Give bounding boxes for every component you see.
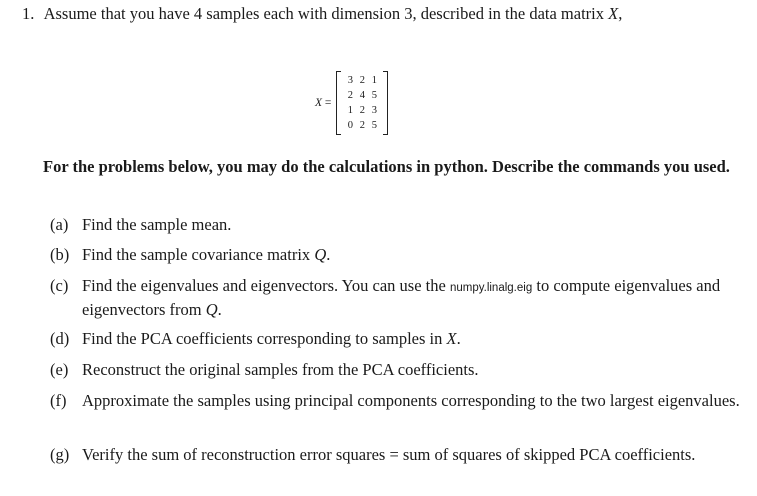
right-bracket — [383, 71, 388, 135]
matrix-cell: 0 — [347, 120, 354, 131]
code-snippet: numpy.linalg.eig — [449, 282, 533, 294]
matrix-row — [344, 73, 380, 88]
part-text-end: . — [326, 245, 331, 264]
problem-variable: X — [608, 4, 619, 23]
matrix-cell: 5 — [371, 120, 378, 131]
matrix-cell: 3 — [347, 75, 354, 86]
matrix-cell: 2 — [359, 120, 366, 131]
part-body — [82, 275, 740, 320]
part-label: (a) — [50, 215, 69, 234]
part-label: (g) — [50, 445, 70, 464]
matrix-row — [344, 103, 380, 118]
part-label: (b) — [50, 245, 70, 264]
left-bracket — [336, 71, 341, 135]
equation-lhs — [315, 97, 331, 109]
part-text: Find the PCA coefficients corresponding to samples in — [82, 329, 443, 348]
part-label: (e) — [50, 360, 69, 379]
part-text: Reconstruct the original samples from the PCA coefficients. — [82, 360, 479, 379]
part-body — [82, 328, 740, 349]
part-d — [50, 328, 740, 349]
matrix-row — [344, 88, 380, 103]
part-label: (d) — [50, 329, 70, 348]
part-text-middle: to compute eigenvalues and eigenvectors from — [82, 276, 721, 319]
part-text: Find the sample covariance matrix — [82, 245, 311, 264]
data-matrix — [336, 71, 388, 135]
part-b — [50, 244, 740, 265]
matrix-cell: 3 — [371, 105, 378, 116]
instruction-text: For the problems below, you may do the calculations in python. Describe the commands you used. — [43, 157, 730, 176]
matrix-cell: 2 — [359, 75, 366, 86]
part-text: Find the sample mean. — [82, 215, 232, 234]
matrix-cell: 4 — [359, 90, 366, 101]
part-a — [50, 214, 740, 235]
matrix-table — [344, 73, 380, 133]
problem-text: Assume that you have 4 samples each with dimension 3, described in the data matrix — [43, 4, 604, 23]
problem-statement — [22, 4, 622, 24]
matrix-cell: 5 — [371, 90, 378, 101]
part-e — [50, 359, 740, 380]
problem-text-end: , — [618, 4, 623, 23]
part-body — [82, 244, 740, 265]
part-label: (c) — [50, 276, 69, 295]
part-variable: Q — [314, 245, 327, 264]
part-c — [50, 275, 740, 320]
matrix-cell: 1 — [371, 75, 378, 86]
problem-number: 1. — [22, 4, 35, 23]
part-g — [50, 444, 740, 465]
equals-sign: = — [324, 97, 332, 109]
part-text-end: . — [456, 329, 461, 348]
part-text: Find the eigenvalues and eigenvectors. You can use the — [82, 276, 446, 295]
equation-variable: X — [315, 97, 323, 109]
part-f — [50, 390, 740, 411]
matrix-cell: 2 — [347, 90, 354, 101]
part-variable: Q — [205, 300, 218, 319]
matrix-row — [344, 118, 380, 133]
part-variable: X — [446, 329, 457, 348]
part-label: (f) — [50, 391, 67, 410]
part-text-end: . — [217, 300, 222, 319]
matrix-cell: 2 — [359, 105, 366, 116]
part-text: Verify the sum of reconstruction error squares = sum of squares of skipped PCA coefficients. — [82, 445, 696, 464]
matrix-cell: 1 — [347, 105, 354, 116]
matrix-equation — [315, 70, 388, 136]
part-text: Approximate the samples using principal components corresponding to the two largest eigenvalues. — [82, 391, 740, 410]
